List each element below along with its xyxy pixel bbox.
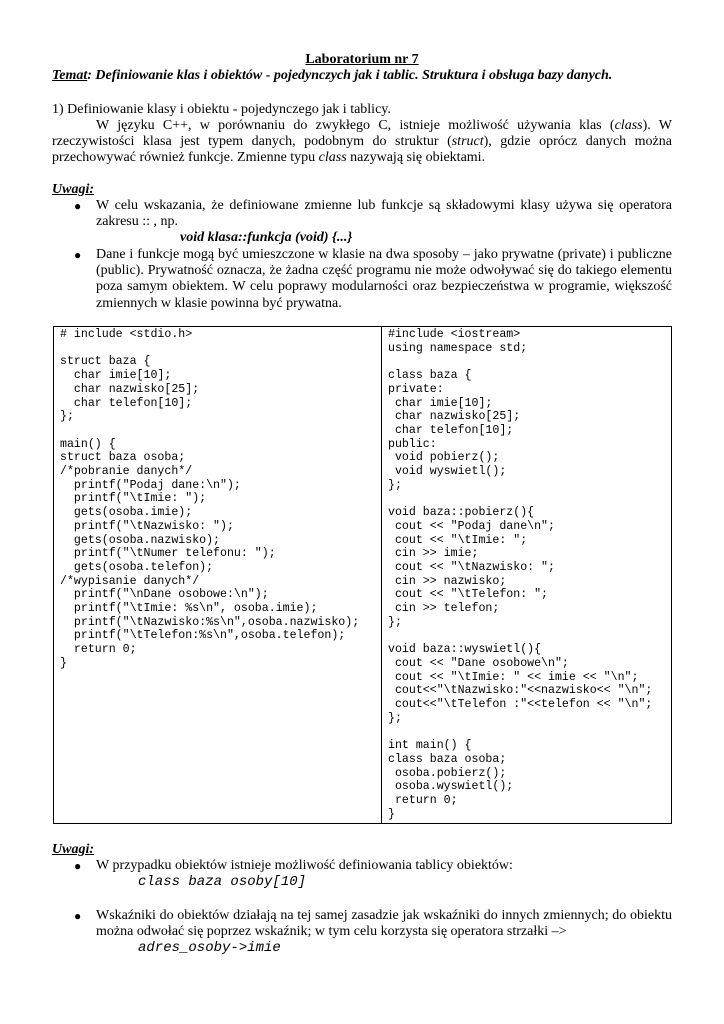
bullet-dot-icon: ● [74, 199, 82, 213]
bullet-dot-icon: ● [74, 859, 82, 873]
column-divider [381, 327, 382, 823]
note-scope-operator: W celu wskazania, że definiowane zmienne lub funkcje są składowymi klasy używa się operatora zakresu :: , np. [96, 198, 672, 230]
intro-text-1: W języku C++, w porównaniu do zwykłego C, istnieje możliwość używania klas ( [96, 118, 615, 133]
topic-line [52, 68, 692, 84]
bullet-dot-icon: ● [74, 248, 82, 262]
intro-struct-term: struct [451, 134, 484, 150]
c-struct-code: # include <stdio.h> struct baza { char imie[10]; char nazwisko[25]; char telefon[10]; }; main() { struct baza osoba; /*pobranie danych*/ printf("Podaj dane:\n"); printf("\tImie: "); gets(osoba.imie); printf("\tNazwisko: "); gets(osoba.nazwisko); printf("\tNumer telefonu: "); gets(osoba.telefon); /*wypisanie danych*/ printf("\nDane osobowe:\n"); printf("\tImie: %s\n", osoba.imie); printf("\tNazwisko:%s\n",osoba.nazwisko); printf("\tTelefon:%s\n",osoba.telefon); return 0; } [60, 328, 360, 670]
bullet-dot-icon: ● [74, 909, 82, 923]
note-object-array: W przypadku obiektów istnieje możliwość definiowania tablicy obiektów: [96, 858, 513, 873]
cpp-class-code: #include <iostream> using namespace std; class baza { private: char imie[10]; char nazwisko[25]; char telefon[10]; public: void pobierz(); void wyswietl(); }; void baza::pobierz(){ cout << "Podaj dane\n"; cout << "\tImie: "; cin >> imie; cout << "\tNazwisko: "; cin >> nazwisko; cout << "\tTelefon: "; cin >> telefon; }; void baza::wyswietl(){ cout << "Dane osobowe\n"; cout << "\tImie: " << imie << "\n"; cout<<"\tNazwisko:"<<nazwisko<< "\n"; cout<<"\tTelefon :"<<telefon << "\n"; }; int main() { class baza osoba; osoba.pobierz(); osoba.wyswietl(); return 0; } [388, 328, 653, 821]
topic-text: : Definiowanie klas i obiektów - pojedynczych jak i tablic. Struktura i obsługa bazy danych. [87, 68, 613, 83]
intro-text-3: ), gdzie oprócz danych można przechowywać również funkcje. Zmienne typu [52, 134, 672, 166]
pointer-example: adres_osoby->imie [138, 940, 281, 956]
notes-heading-1: Uwagi: [52, 182, 94, 197]
intro-paragraph [52, 118, 672, 167]
notes-heading-2: Uwagi: [52, 842, 94, 857]
intro-class-term-2: class [318, 150, 347, 166]
code-comparison-table [53, 326, 672, 824]
object-array-example: class baza osoby[10] [138, 874, 307, 890]
topic-label: Temat [52, 68, 88, 83]
note-private-public: Dane i funkcje mogą być umieszczone w klasie na dwa sposoby – jako prywatne (private) i publiczne (public). Prywatność oznacza, że żadna część programu nie może odwoływać się do takiego elementu poza samym obiektem. W celu poprawy modularności oraz bezpieczeństwa w programie, większość zmiennych w klasie powinna być prywatna. [96, 247, 672, 311]
intro-class-term: class [614, 118, 643, 133]
note-object-pointers: Wskaźniki do obiektów działają na tej samej zasadzie jak wskaźniki do innych zmiennych; do obiektu można odwołać się poprzez wskaźnik; w tym celu korzysta się operatora strzałki –> [96, 908, 672, 940]
scope-example: void klasa::funkcja (void) {...} [180, 230, 353, 245]
intro-text-4: nazywają się obiektami. [346, 150, 486, 166]
intro-text-2: ). W rzeczywistości klasa jest typem danych, podobnym do struktur ( [52, 118, 673, 150]
section-heading: 1) Definiowanie klasy i obiektu - pojedynczego jak i tablicy. [52, 102, 391, 117]
page-title: Laboratorium nr 7 [305, 52, 419, 67]
